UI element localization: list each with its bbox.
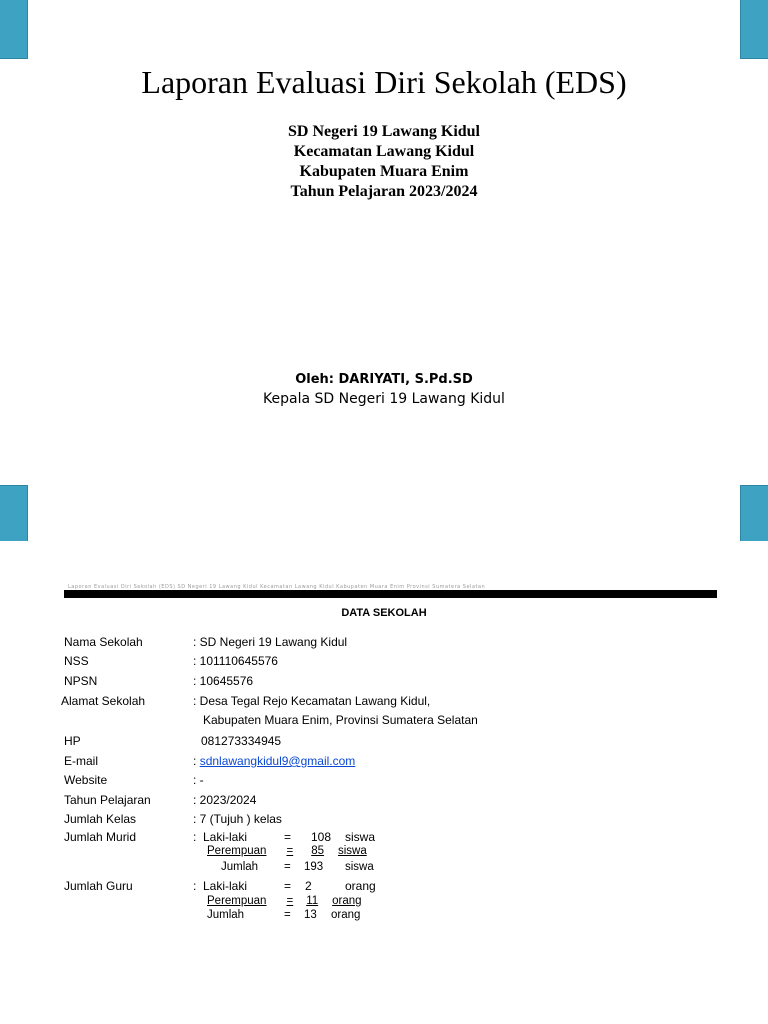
- murid-perempuan-unit: siswa: [337, 845, 367, 857]
- guru-jumlah-eq: =: [284, 909, 291, 921]
- guru-laki-label: Laki-laki: [203, 879, 248, 893]
- email-colon: :: [193, 754, 197, 768]
- label-tahun-pelajaran: Tahun Pelajaran: [64, 793, 151, 807]
- value-email: [193, 754, 355, 768]
- guru-laki-num: 2: [305, 879, 312, 893]
- author-name: Oleh: DARIYATI, S.Pd.SD: [295, 372, 473, 387]
- value-website: : -: [193, 773, 204, 787]
- value-alamat-line1: : Desa Tegal Rejo Kecamatan Lawang Kidul,: [193, 694, 431, 708]
- murid-jumlah-label: Jumlah: [221, 861, 259, 873]
- subtitle-district: Kecamatan Lawang Kidul: [293, 143, 475, 160]
- guru-laki-eq: =: [284, 879, 292, 893]
- murid-perempuan-row: [207, 845, 365, 857]
- guru-jumlah-label: Jumlah: [207, 909, 245, 921]
- page-tab-top-right: [740, 0, 768, 59]
- label-npsn: NPSN: [64, 674, 98, 688]
- label-alamat: Alamat Sekolah: [61, 694, 146, 708]
- section-heading: DATA SEKOLAH: [341, 607, 427, 619]
- value-npsn: : 10645576: [193, 674, 254, 688]
- email-link[interactable]: sdnlawangkidul9@gmail.com: [199, 754, 356, 768]
- report-title: Laporan Evaluasi Diri Sekolah (EDS): [141, 64, 627, 100]
- value-nss: : 101110645576: [193, 654, 278, 668]
- page-tab-bottom-left: [0, 485, 28, 543]
- page-tab-top-left: [0, 0, 28, 59]
- guru-perempuan-row: [207, 895, 367, 907]
- label-hp: HP: [64, 734, 81, 748]
- guru-perempuan-eq: =: [286, 895, 294, 907]
- label-jumlah-murid: Jumlah Murid: [64, 830, 137, 844]
- label-nama-sekolah: Nama Sekolah: [64, 635, 143, 649]
- guru-colon: :: [193, 879, 197, 893]
- report-subtitle: [0, 122, 768, 202]
- label-nss: NSS: [64, 654, 89, 668]
- label-website: Website: [64, 773, 108, 787]
- label-email: E-mail: [64, 754, 99, 768]
- running-header: Laporan Evaluasi Diri Sekolah (EDS) SD Negeri 19 Lawang Kidul Kecamatan Lawang Kidul Kabupaten Muara Enim Provinsi Sumatera Selatan: [68, 584, 486, 590]
- guru-jumlah-unit: orang: [331, 909, 361, 921]
- guru-perempuan-label: Perempuan: [207, 895, 267, 907]
- murid-colon: :: [193, 830, 197, 844]
- murid-jumlah-unit: siswa: [345, 861, 374, 873]
- value-alamat-line2: Kabupaten Muara Enim, Provinsi Sumatera Selatan: [203, 713, 478, 727]
- subtitle-school: SD Negeri 19 Lawang Kidul: [287, 123, 480, 140]
- guru-jumlah-num: 13: [304, 909, 317, 921]
- author-role: Kepala SD Negeri 19 Lawang Kidul: [263, 391, 505, 407]
- murid-perempuan-label: Perempuan: [207, 845, 267, 857]
- guru-laki-unit: orang: [345, 879, 376, 893]
- murid-laki-unit: siswa: [345, 830, 376, 844]
- murid-laki-eq: =: [284, 830, 292, 844]
- murid-perempuan-eq: =: [286, 845, 294, 857]
- murid-jumlah-num: 193: [304, 861, 324, 873]
- murid-jumlah-eq: =: [284, 861, 291, 873]
- subtitle-regency: Kabupaten Muara Enim: [299, 163, 469, 180]
- label-jumlah-guru: Jumlah Guru: [64, 879, 133, 893]
- header-rule: [64, 590, 717, 598]
- page-gap: [0, 541, 768, 545]
- label-jumlah-kelas: Jumlah Kelas: [64, 812, 137, 826]
- value-hp: 081273334945: [201, 734, 282, 748]
- guru-perempuan-num: 11: [306, 895, 319, 907]
- value-jumlah-kelas: : 7 (Tujuh ) kelas: [193, 812, 282, 826]
- subtitle-year: Tahun Pelajaran 2023/2024: [290, 183, 478, 200]
- murid-laki-label: Laki-laki: [203, 830, 248, 844]
- page-tab-bottom-right: [740, 485, 768, 543]
- murid-laki-num: 108: [311, 830, 332, 844]
- murid-perempuan-num: 85: [311, 845, 324, 857]
- value-tahun-pelajaran: : 2023/2024: [193, 793, 257, 807]
- guru-perempuan-unit: orang: [332, 895, 362, 907]
- value-nama-sekolah: : SD Negeri 19 Lawang Kidul: [193, 635, 348, 649]
